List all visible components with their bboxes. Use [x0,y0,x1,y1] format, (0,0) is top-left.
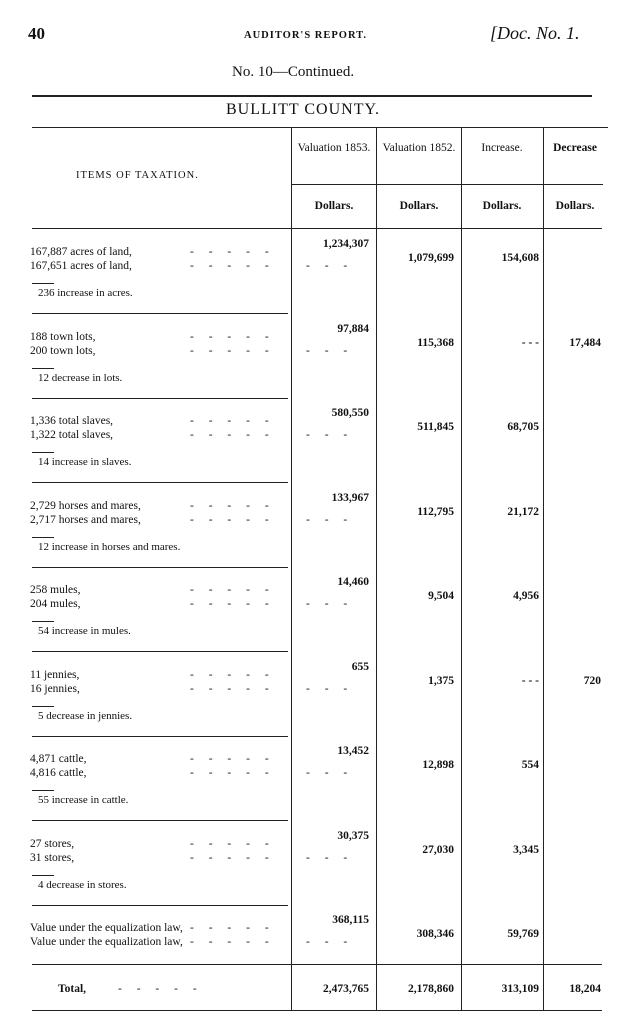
item-line-1852: 16 jennies, [30,683,80,695]
total-label: Total, [58,983,87,995]
valuation-1852-value: 511,845 [417,421,454,433]
col-divider-1 [291,128,292,1010]
item-line-1852: 4,816 cattle, [30,767,87,779]
valuation-1853-leader: - - - [306,598,354,610]
total-decrease: 18,204 [569,983,601,995]
valuation-1853-value: 133,967 [331,492,369,504]
note-underline [32,621,54,622]
unit-increase: Dollars. [482,200,522,212]
total-v1853: 2,473,765 [323,983,369,995]
leader-dots: - - - - - [190,429,275,441]
unit-decrease: Dollars. [555,200,595,212]
item-line-1853: 167,887 acres of land, [30,246,132,258]
leader-dots: - - - - - [190,331,275,343]
valuation-1852-value: 27,030 [422,844,454,856]
increase-value: - - - [521,675,539,687]
county-title: BULLITT COUNTY. [226,101,380,118]
item-line-1852: 31 stores, [30,852,75,864]
item-line-1853: 1,336 total slaves, [30,415,114,427]
valuation-1852-value: 9,504 [428,590,454,602]
group-separator [32,398,288,399]
top-rule [32,95,592,97]
increase-value: 21,172 [507,506,539,518]
leader-dots: - - - - - [190,669,275,681]
difference-note: 5 decrease in jennies. [38,710,133,722]
item-line-1853: 2,729 horses and mares, [30,500,141,512]
valuation-1853-value: 655 [351,661,369,673]
group-separator [32,313,288,314]
unit-1853: Dollars. [314,200,354,212]
note-underline [32,452,54,453]
valuation-1853-value: 13,452 [337,745,369,757]
valuation-1852-value: 1,375 [428,675,454,687]
valuation-1852-value: 112,795 [417,506,454,518]
unit-1852: Dollars. [399,200,439,212]
increase-value: 154,608 [501,252,539,264]
valuation-1852-value: 1,079,699 [408,252,454,264]
decrease-value: 720 [583,675,601,687]
header-increase: Increase. [481,142,523,154]
difference-note: 12 decrease in lots. [38,372,123,384]
increase-value: - - - [521,337,539,349]
note-underline [32,790,54,791]
leader-dots: - - - - - [190,415,275,427]
increase-value: 68,705 [507,421,539,433]
item-line-1852: 2,717 horses and mares, [30,514,141,526]
valuation-1853-value: 368,115 [332,914,369,926]
leader-dots: - - - - - [190,260,275,272]
item-line-1853: 4,871 cattle, [30,753,87,765]
item-line-1853: 11 jennies, [30,669,80,681]
leader-dots: - - - - - [190,345,275,357]
header-bottom-rule [32,228,602,229]
leader-dots: - - - - - [190,683,275,695]
difference-note: 12 increase in horses and mares. [38,541,181,553]
valuation-1852-value: 308,346 [416,928,454,940]
leader-dots: - - - - - [190,246,275,258]
increase-value: 59,769 [507,928,539,940]
item-line-1853: 188 town lots, [30,331,96,343]
group-separator [32,567,288,568]
group-separator [32,820,288,821]
item-line-1853: Value under the equalization law, [30,922,183,934]
item-line-1852: 200 town lots, [30,345,96,357]
difference-note: 236 increase in acres. [38,287,133,299]
total-increase: 313,109 [501,983,539,995]
header-valuation-1852: Valuation 1852. [382,142,456,154]
increase-value: 3,345 [513,844,539,856]
item-line-1853: 27 stores, [30,838,75,850]
valuation-1853-value: 14,460 [337,576,369,588]
leader-dots: - - - - - [190,767,275,779]
valuation-1853-leader: - - - [306,345,354,357]
note-underline [32,537,54,538]
note-underline [32,283,54,284]
valuation-1853-leader: - - - [306,767,354,779]
valuation-1853-leader: - - - [306,683,354,695]
valuation-1853-leader: - - - [306,936,354,948]
valuation-1853-value: 580,550 [331,407,369,419]
bottom-rule [32,1010,602,1011]
difference-note: 14 increase in slaves. [38,456,132,468]
leader-dots: - - - - - [190,584,275,596]
leader-dots: - - - - - [190,852,275,864]
note-underline [32,875,54,876]
leader-dots: - - - - - [190,598,275,610]
group-separator [32,482,288,483]
valuation-1853-leader: - - - [306,514,354,526]
total-top-rule [32,964,602,965]
leader-dots: - - - - - [190,936,275,948]
doc-reference: [Doc. No. 1. [490,23,580,43]
running-title: AUDITOR'S REPORT. [244,30,368,41]
valuation-1853-value: 30,375 [337,830,369,842]
valuation-1853-leader: - - - [306,260,354,272]
group-separator [32,905,288,906]
item-line-1852: 1,322 total slaves, [30,429,114,441]
valuation-1852-value: 115,368 [417,337,454,349]
note-underline [32,706,54,707]
valuation-1853-value: 1,234,307 [323,238,369,250]
leader-dots: - - - - - [190,514,275,526]
valuation-1853-leader: - - - [306,852,354,864]
difference-note: 55 increase in cattle. [38,794,129,806]
total-leader: - - - - - [118,983,203,995]
header-rule [291,184,603,185]
item-line-1852: Value under the equalization law, [30,936,183,948]
valuation-1853-value: 97,884 [337,323,369,335]
leader-dots: - - - - - [190,500,275,512]
decrease-value: 17,484 [569,337,601,349]
valuation-1853-leader: - - - [306,429,354,441]
table-subtitle: No. 10—Continued. [232,64,355,80]
page-number: 40 [28,24,45,43]
difference-note: 54 increase in mules. [38,625,131,637]
total-v1852: 2,178,860 [408,983,454,995]
leader-dots: - - - - - [190,838,275,850]
item-line-1852: 204 mules, [30,598,81,610]
increase-value: 4,956 [513,590,539,602]
header-valuation-1853: Valuation 1853. [297,142,371,154]
item-line-1852: 167,651 acres of land, [30,260,132,272]
leader-dots: - - - - - [190,753,275,765]
col-divider-4 [543,128,544,1010]
valuation-1852-value: 12,898 [422,759,454,771]
leader-dots: - - - - - [190,922,275,934]
item-line-1853: 258 mules, [30,584,81,596]
header-items: ITEMS OF TAXATION. [76,170,199,181]
increase-value: 554 [521,759,539,771]
note-underline [32,368,54,369]
group-separator [32,651,288,652]
header-decrease: Decrease [553,142,597,154]
county-rule [32,127,608,128]
difference-note: 4 decrease in stores. [38,879,127,891]
group-separator [32,736,288,737]
